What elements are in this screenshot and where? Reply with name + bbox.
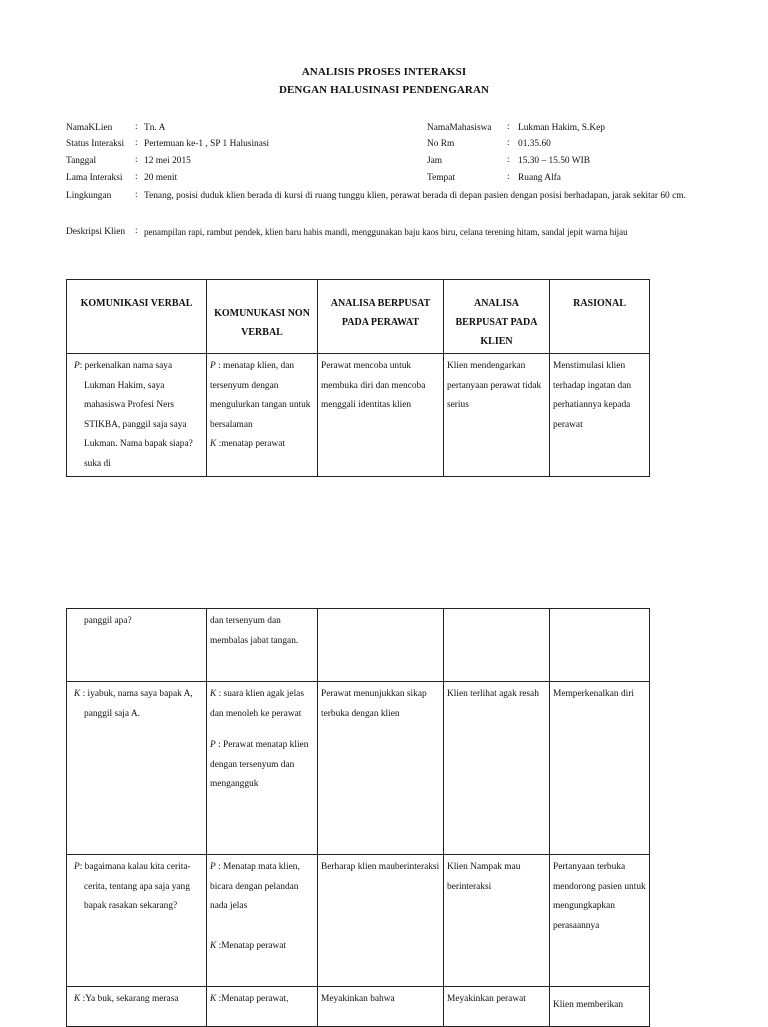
info-value-jam: 15.30 – 15.50 WIB [518, 156, 590, 166]
cell-content: Klien terlihat agak resah [447, 689, 539, 699]
speaker-prefix: P [210, 361, 216, 371]
cell-content: Berharap klien mauberinteraksi [321, 862, 440, 872]
cell-content: Memperkenalkan diri [553, 689, 634, 699]
cell-nonverbal [207, 609, 318, 682]
table-row [67, 682, 650, 855]
cell-content: Menstimulasi klien terhadap ingatan dan perhatiannya kepada perawat [553, 361, 632, 430]
info-label-no-rm: No Rm [427, 139, 455, 149]
cell-content: : menatap klien, dan tersenyum dengan mengulurkan tangan untuk bersalaman [210, 361, 311, 430]
cell-verbal [67, 682, 207, 855]
table-row [67, 855, 650, 987]
cell-text [210, 736, 314, 795]
table-row [67, 609, 650, 682]
cell-analisa-perawat [318, 855, 444, 987]
speaker-prefix: P [210, 862, 216, 872]
cell-rasional [550, 609, 650, 682]
cell-text [210, 858, 314, 917]
document-title-line-2: DENGAN HALUSINASI PENDENGARAN [278, 84, 490, 96]
document-title-line-1: ANALISIS PROSES INTERAKSI [301, 66, 467, 78]
cell-text [210, 435, 314, 455]
cell-text [210, 357, 314, 435]
info-colon: : [507, 138, 510, 148]
info-colon: : [135, 190, 138, 200]
cell-nonverbal [207, 855, 318, 987]
info-colon: : [507, 172, 510, 182]
info-label-lama-interaksi: Lama Interaksi [66, 173, 123, 183]
info-value-tanggal: 12 mei 2015 [144, 156, 191, 166]
cell-analisa-klien [444, 354, 550, 477]
cell-text [210, 937, 314, 957]
header-analisa-perawat [318, 280, 444, 354]
info-value-nama-mahasiswa: Lukman Hakim, S.Kep [518, 123, 605, 133]
cell-analisa-perawat [318, 987, 444, 1027]
info-colon: : [507, 155, 510, 165]
header-analisa-klien [444, 280, 550, 354]
info-colon: : [135, 226, 138, 236]
cell-verbal [67, 987, 207, 1027]
speaker-prefix: K [74, 994, 81, 1004]
cell-content: :Ya buk, sekarang merasa [80, 994, 179, 1004]
info-colon: : [135, 122, 138, 132]
info-value-deskripsi-klien: penampilan rapi, rambut pendek, klien baru habis mandi, menggunakan baju kaos biru, celana terening hitam, sandal jepit warna hijau [144, 227, 628, 237]
header-rasional [550, 280, 650, 354]
header-label: KOMUNUKASI NON VERBAL [214, 308, 310, 338]
info-label-jam: Jam [427, 156, 443, 166]
cell-content: dan tersenyum dan membalas jabat tangan. [210, 616, 299, 646]
cell-content: Meyakinkan bahwa [321, 994, 395, 1004]
header-komunikasi-non-verbal [207, 280, 318, 354]
cell-content: : iyabuk, nama saya bapak A, panggil saja A. [80, 689, 193, 719]
cell-content: : perkenalkan nama saya Lukman Hakim, saya mahasiswa Profesi Ners STIKBA, panggil saja saya Lukman. Nama bapak siapa? suka di [79, 361, 193, 469]
cell-content: :Menatap perawat [216, 940, 287, 951]
header-komunikasi-verbal [67, 280, 207, 354]
cell-content: : Perawat menatap klien dengan tersenyum dan mengangguk [210, 740, 309, 789]
interaction-table-page-1 [66, 279, 650, 477]
speaker-prefix: P [74, 862, 80, 872]
info-value-nama-klien: Tn. A [144, 123, 166, 133]
cell-rasional [550, 855, 650, 987]
info-value-lingkungan: Tenang, posisi duduk klien berada di kursi di ruang tunggu klien, perawat berada di depan pasien dengan posisi berhadapan, jarak sekitar 60 cm. [144, 191, 686, 201]
header-label: ANALISA BERPUSAT PADA PERAWAT [330, 298, 431, 328]
cell-nonverbal [207, 354, 318, 477]
info-colon: : [135, 172, 138, 182]
cell-text [70, 858, 203, 917]
info-colon: : [135, 138, 138, 148]
cell-analisa-klien [444, 682, 550, 855]
info-label-lingkungan: Lingkungan [66, 191, 112, 201]
cell-analisa-klien [444, 609, 550, 682]
cell-rasional [550, 354, 650, 477]
info-label-deskripsi-klien: Deskripsi Klien [66, 227, 126, 237]
cell-content: :Menatap perawat, [216, 994, 289, 1004]
info-value-lama-interaksi: 20 menit [144, 173, 178, 183]
cell-content: : suara klien agak jelas dan menoleh ke perawat [210, 689, 304, 719]
cell-text [210, 685, 314, 724]
cell-nonverbal [207, 682, 318, 855]
header-label: KOMUNIKASI VERBAL [80, 298, 193, 309]
table-row [67, 987, 650, 1027]
cell-rasional [550, 987, 650, 1027]
speaker-prefix: K [74, 689, 81, 699]
cell-content: : bagaimana kalau kita cerita-cerita, tentang apa saja yang bapak rasakan sekarang? [79, 862, 191, 911]
cell-content: Perawat menunjukkan sikap terbuka dengan klien [321, 689, 427, 719]
header-label: RASIONAL [573, 298, 626, 309]
speaker-prefix: K [210, 994, 217, 1004]
cell-analisa-klien [444, 987, 550, 1027]
speaker-prefix: P [74, 361, 80, 371]
info-label-tanggal: Tanggal [66, 156, 97, 166]
cell-verbal [67, 609, 207, 682]
interaction-table-page-2 [66, 608, 650, 1027]
info-value-status-interaksi: Pertemuan ke-1 , SP 1 Halusinasi [144, 139, 270, 149]
info-value-tempat: Ruang Alfa [518, 173, 561, 183]
cell-content: :menatap perawat [216, 439, 285, 449]
cell-nonverbal [207, 987, 318, 1027]
cell-analisa-perawat [318, 609, 444, 682]
info-label-nama-klien: NamaKLien [66, 123, 113, 133]
cell-analisa-perawat [318, 354, 444, 477]
cell-content: Klien mendengarkan pertanyaan perawat tidak serius [447, 361, 542, 410]
speaker-prefix: P [210, 740, 216, 750]
cell-analisa-perawat [318, 682, 444, 855]
info-colon: : [135, 155, 138, 165]
cell-content: Pertanyaan terbuka mendorong pasien untuk mengungkapkan perasaannya [553, 862, 646, 931]
info-label-tempat: Tempat [427, 173, 455, 183]
cell-content: Perawat mencoba untuk membuka diri dan mencoba menggali identitas klien [321, 361, 426, 410]
cell-rasional [550, 682, 650, 855]
info-label-nama-mahasiswa: NamaMahasiswa [427, 123, 492, 133]
speaker-prefix: K [210, 940, 217, 951]
table-row [67, 354, 650, 477]
cell-content: panggil apa? [84, 616, 132, 626]
cell-content: : Menatap mata klien, bicara dengan pelandan nada jelas [210, 862, 300, 911]
info-value-no-rm: 01.35.60 [518, 139, 551, 149]
speaker-prefix: K [210, 439, 217, 449]
cell-analisa-klien [444, 855, 550, 987]
cell-verbal [67, 354, 207, 477]
cell-content: Klien Nampak mau berinteraksi [447, 862, 521, 892]
cell-text [70, 990, 203, 1010]
cell-text [70, 685, 203, 724]
cell-text [70, 612, 203, 632]
info-colon: : [507, 122, 510, 132]
info-label-status-interaksi: Status Interaksi [66, 139, 125, 149]
speaker-prefix: K [210, 689, 217, 699]
cell-content: Meyakinkan perawat [447, 994, 526, 1004]
header-label: ANALISA BERPUSAT PADA KLIEN [455, 298, 538, 347]
cell-text [70, 357, 203, 474]
table-header-row [67, 280, 650, 354]
cell-verbal [67, 855, 207, 987]
cell-content: Klien memberikan [553, 1000, 624, 1010]
